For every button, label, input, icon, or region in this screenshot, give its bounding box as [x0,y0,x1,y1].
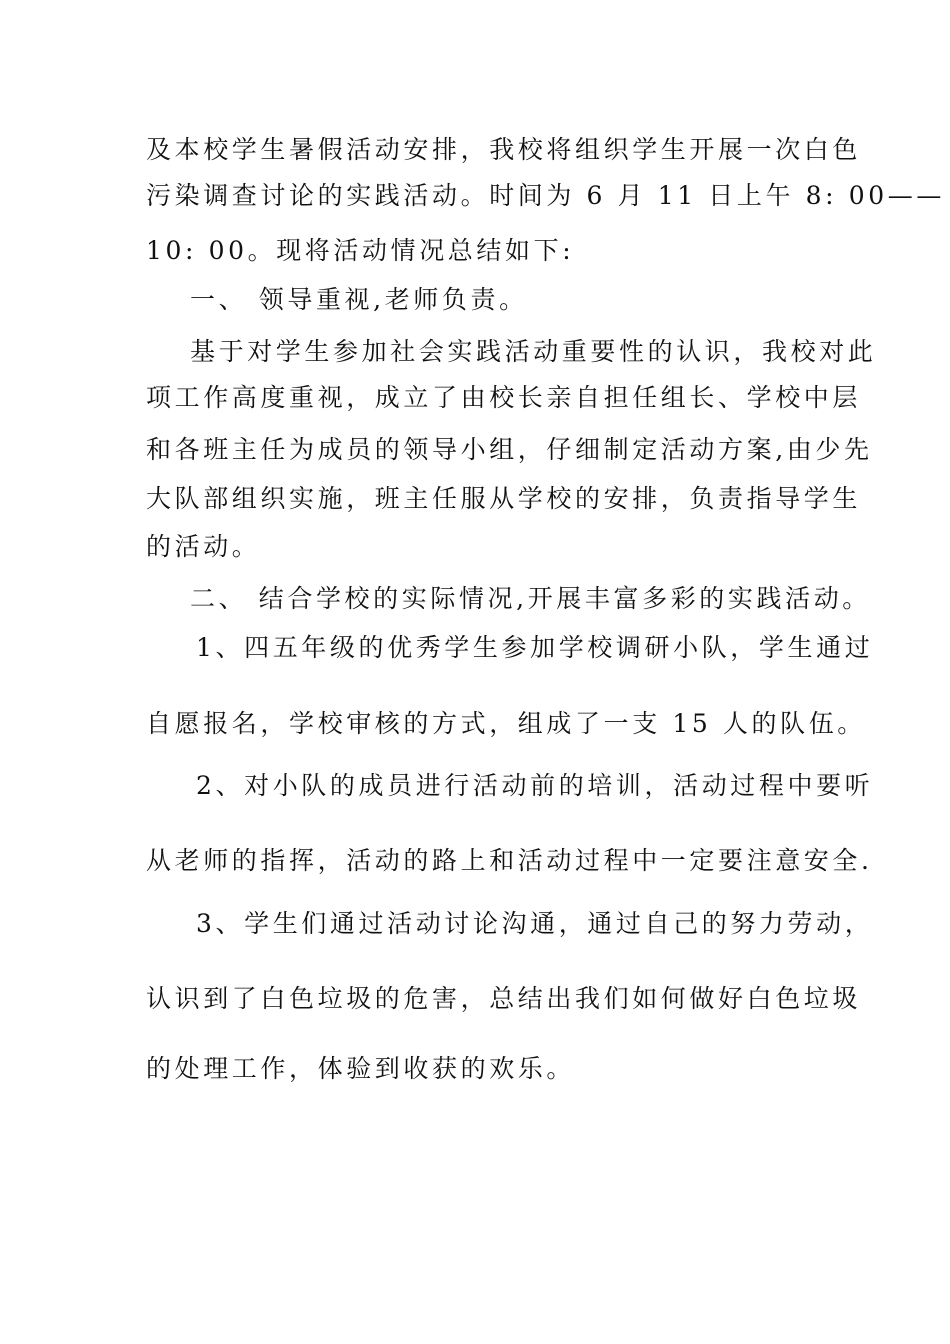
text-line-1: 及本校学生暑假活动安排，我校将组织学生开展一次白色 [146,135,862,164]
list-item-2-cont: 从老师的指挥，活动的路上和活动过程中一定要注意安全. [146,846,873,875]
list-item-1: 1、四五年级的优秀学生参加学校调研小队，学生通过 [196,633,874,662]
text-line-2: 污染调查讨论的实践活动。时间为 6 月 11 日上午 8: 00—— [146,181,945,210]
section-heading-1: 一、 领导重视,老师负责。 [190,285,528,314]
list-item-3: 3、学生们通过活动讨论沟通，通过自己的努力劳动， [196,909,874,938]
section-heading-2: 二、 结合学校的实际情况,开展丰富多彩的实践活动。 [190,584,871,613]
list-item-1-cont: 自愿报名，学校审核的方式，组成了一支 15 人的队伍。 [146,709,866,738]
text-line-9: 的活动。 [146,532,261,561]
list-item-3-cont-2: 的处理工作，体验到收获的欢乐。 [146,1054,576,1083]
text-line-6: 项工作高度重视，成立了由校长亲自担任组长、学校中层 [146,383,862,412]
text-line-5: 基于对学生参加社会实践活动重要性的认识，我校对此 [190,337,877,366]
list-item-3-cont-1: 认识到了白色垃圾的危害，总结出我们如何做好白色垃圾 [146,984,862,1013]
text-line-8: 大队部组织实施，班主任服从学校的安排，负责指导学生 [146,484,862,513]
list-item-2: 2、对小队的成员进行活动前的培训，活动过程中要听 [196,771,874,800]
text-line-3: 10: 00。现将活动情况总结如下: [146,236,575,265]
text-line-7: 和各班主任为成员的领导小组，仔细制定活动方案,由少先 [146,435,873,464]
